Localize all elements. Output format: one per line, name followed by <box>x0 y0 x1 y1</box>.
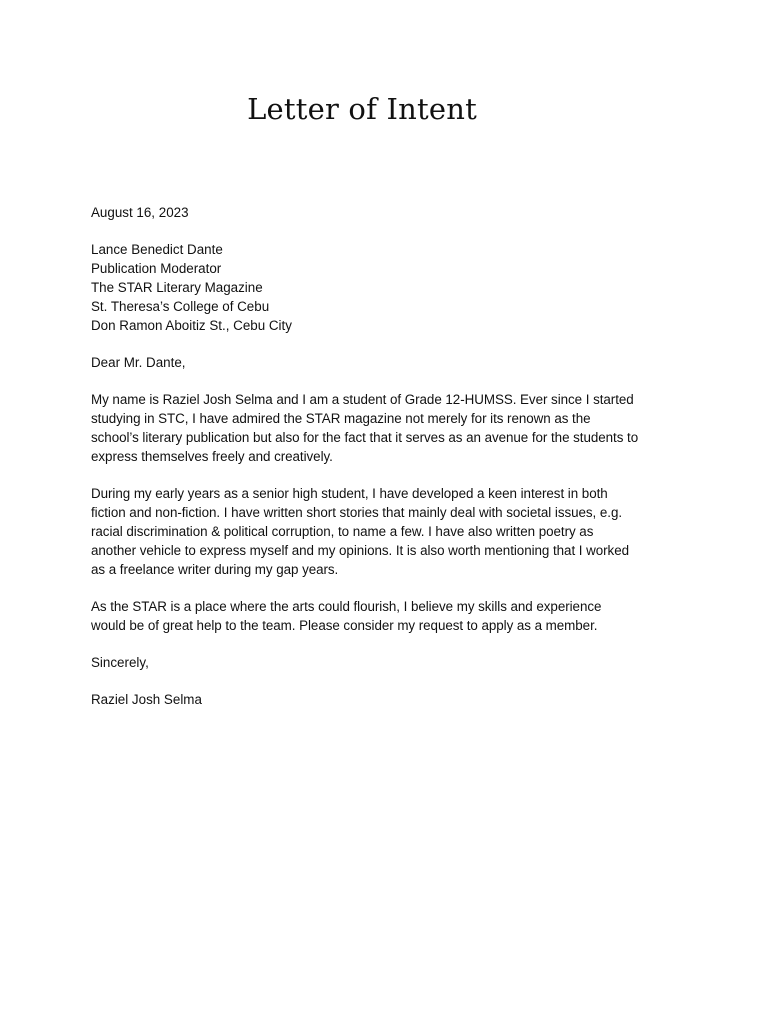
closing: Sincerely, <box>91 655 149 670</box>
body-paragraph-3: As the STAR is a place where the arts could flourish, I believe my skills and experience would be of great help to the team. Please consider my request to apply as a member. <box>91 599 602 633</box>
body-paragraph-1: My name is Raziel Josh Selma and I am a student of Grade 12-HUMSS. Ever since I started studying in STC, I have admired the STAR magazine not merely for its renown as the school’s literary publication but also for the fact that it serves as an avenue for the students to express themselves freely and creatively. <box>91 392 639 464</box>
recipient-name: Lance Benedict Dante <box>91 242 223 257</box>
letter-body <box>91 203 639 727</box>
document-title: Letter of Intent <box>247 92 477 126</box>
recipient-school: St. Theresa’s College of Cebu <box>91 299 270 314</box>
salutation: Dear Mr. Dante, <box>91 355 186 370</box>
recipient-street: Don Ramon Aboitiz St., Cebu City <box>91 318 292 333</box>
recipient-position: Publication Moderator <box>91 261 222 276</box>
body-paragraph-2: During my early years as a senior high student, I have developed a keen interest in both fiction and non-fiction. I have written short stories that mainly deal with societal issues, e.g. racial discrimination & political corruption, to name a few. I have also written poetry as another vehicle to express myself and my opinions. It is also worth mentioning that I worked as a freelance writer during my gap years. <box>91 486 629 577</box>
recipient-organization: The STAR Literary Magazine <box>91 280 263 295</box>
recipient-address <box>91 240 639 335</box>
signature-name: Raziel Josh Selma <box>91 692 202 707</box>
letter-date: August 16, 2023 <box>91 205 189 220</box>
